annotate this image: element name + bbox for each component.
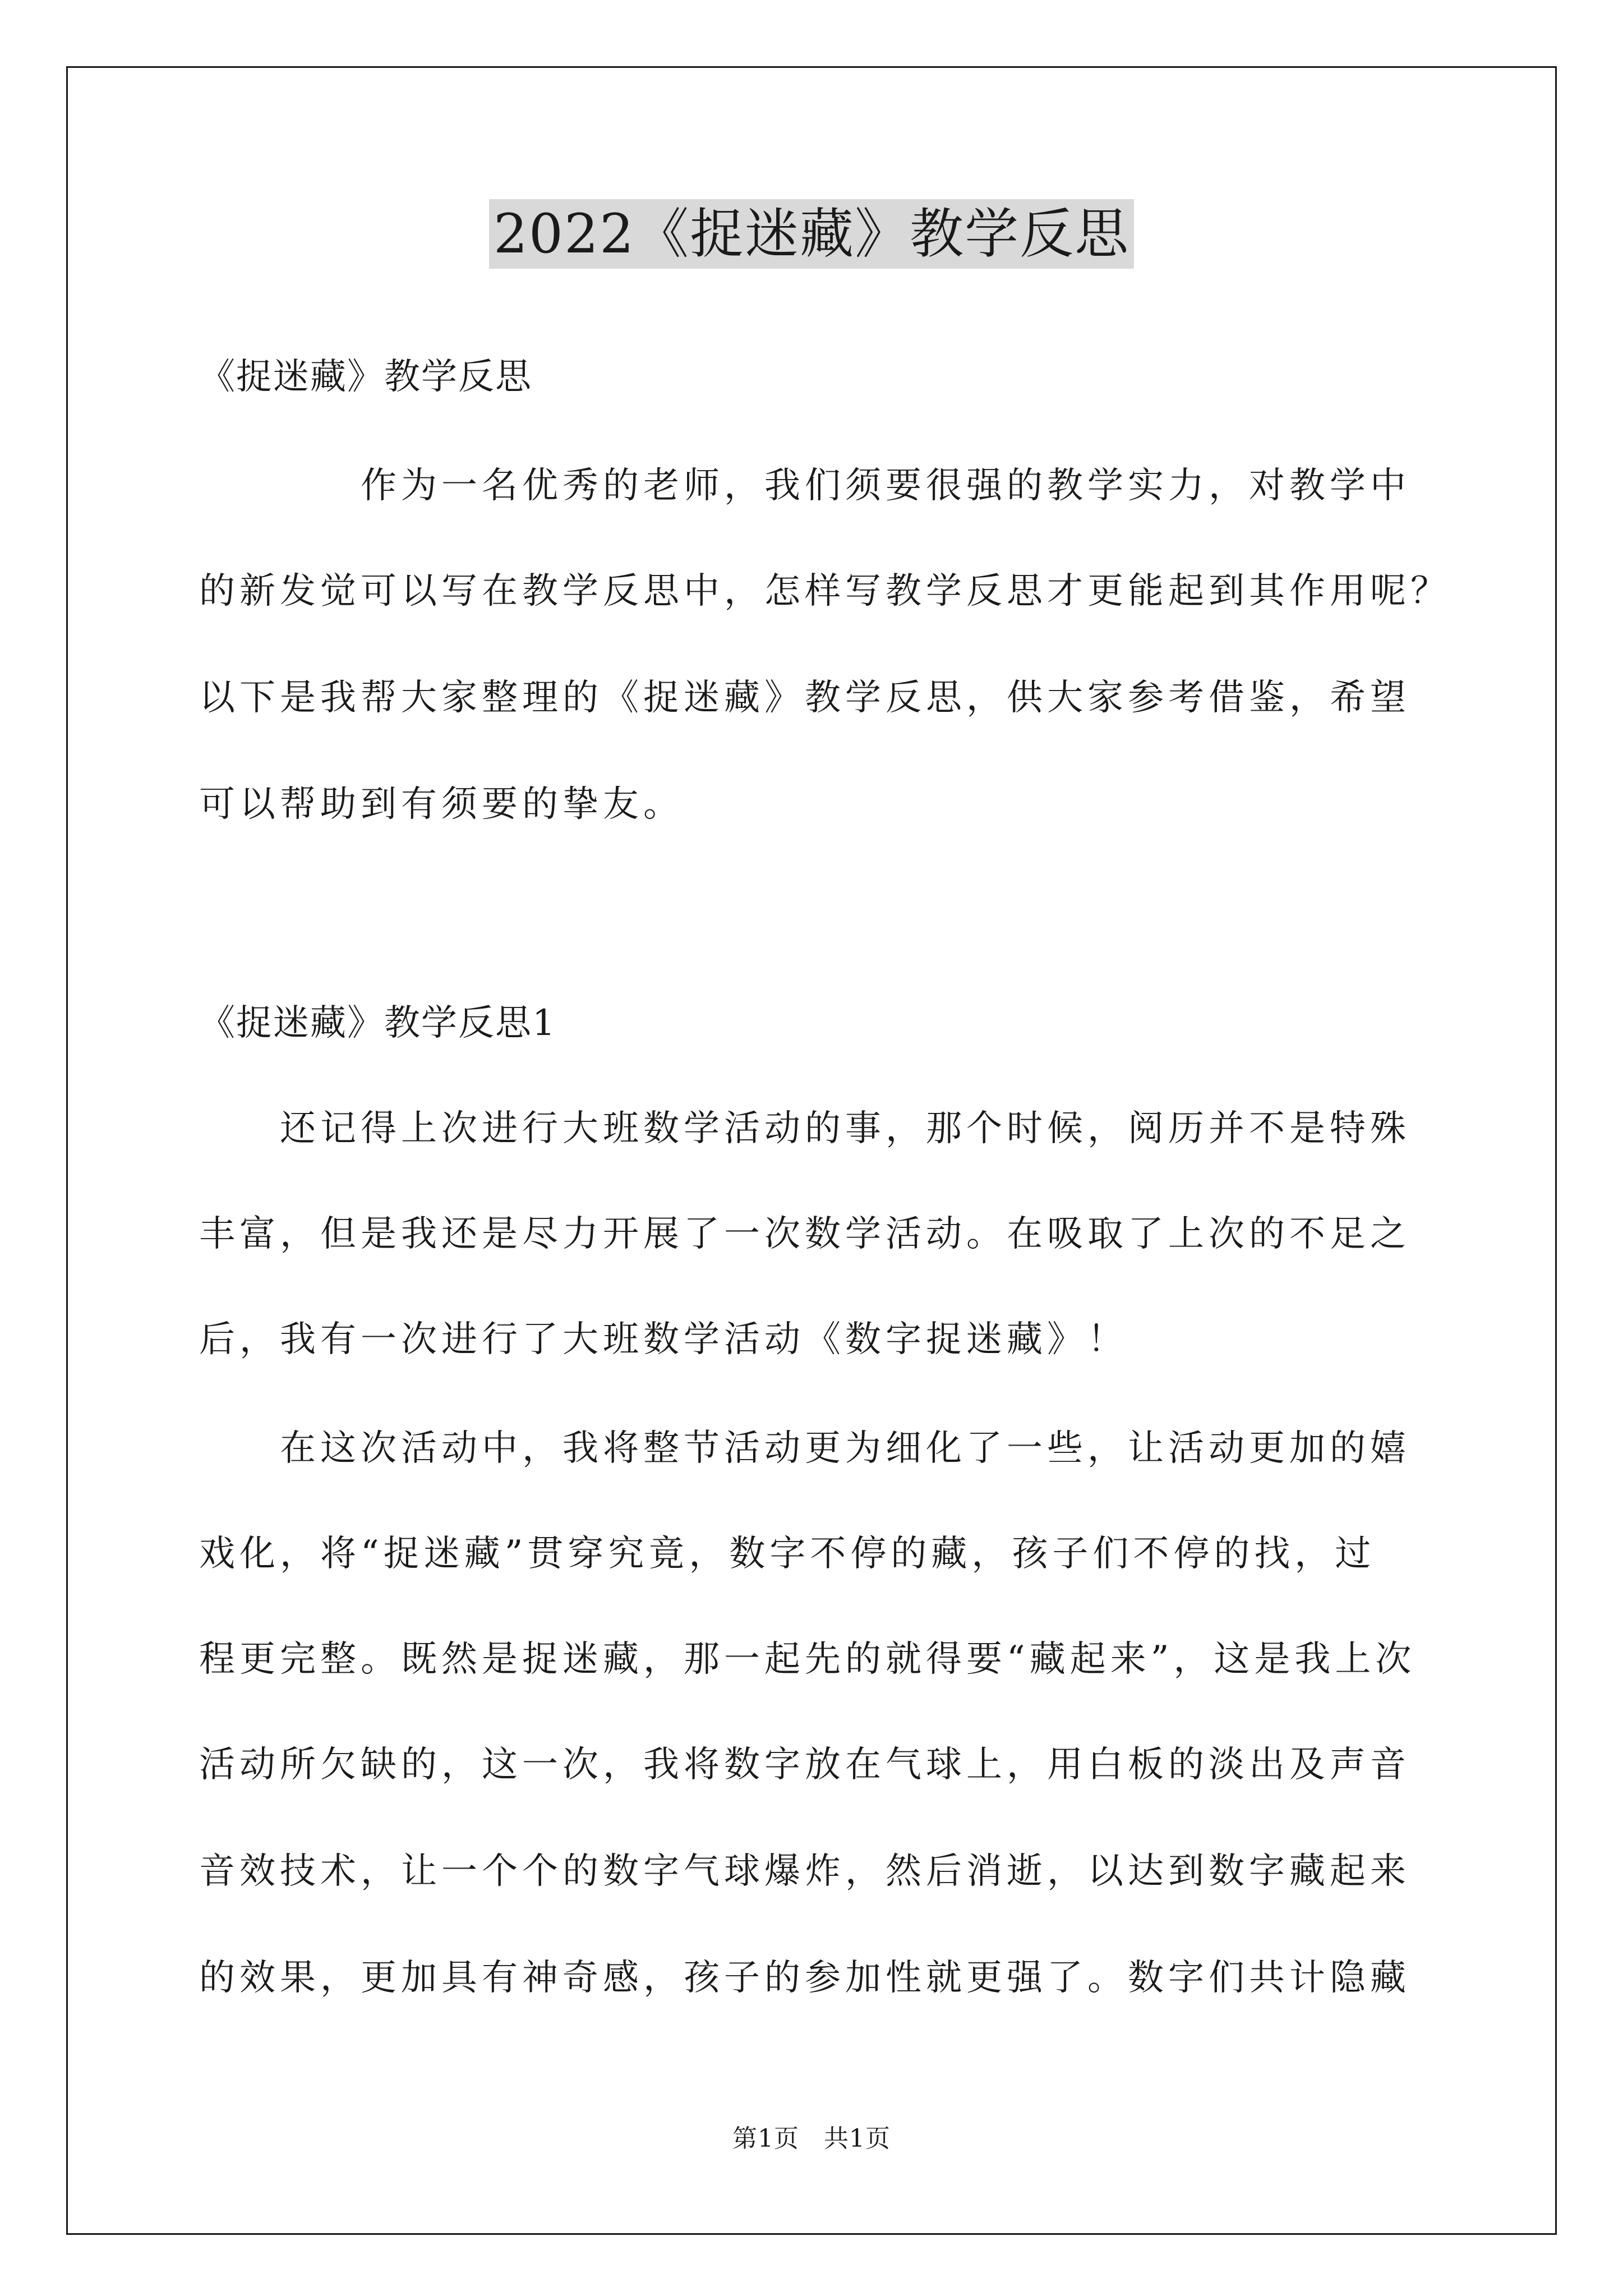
document-title-block (0, 197, 1623, 270)
section-heading: 《捉迷藏》教学反思1 (199, 1002, 556, 1044)
paragraph1-line-1: 还记得上次进行大班数学活动的事，那个时候，阅历并不是特殊 (199, 1108, 1410, 1149)
paragraph1-line-3: 后，我有一次进行了大班数学活动《数字捉迷藏》！ (199, 1319, 1128, 1360)
page-number: 第1页 (732, 2124, 799, 2153)
paragraph2-line-2: 戏化，将“捉迷藏”贯穿究竟，数字不停的藏，孩子们不停的找，过 (199, 1533, 1376, 1575)
paragraph2-line-3: 程更完整。既然是捉迷藏，那一起先的就得要“藏起来”，这是我上次 (199, 1639, 1416, 1680)
document-subtitle: 《捉迷藏》教学反思 (199, 356, 532, 398)
paragraph2-line-6: 的效果，更加具有神奇感，孩子的参加性就更强了。数字们共计隐藏 (199, 1957, 1410, 1999)
paragraph1-line-2: 丰富，但是我还是尽力开展了一次数学活动。在吸取了上次的不足之 (199, 1213, 1410, 1255)
intro-line-2: 的新发觉可以写在教学反思中，怎样写教学反思才更能起到其作用呢？ (199, 570, 1451, 612)
paragraph2-line-4: 活动所欠缺的，这一次，我将数字放在气球上，用白板的淡出及声音 (199, 1744, 1410, 1786)
document-title: 2022《捉迷藏》教学反思 (489, 199, 1134, 269)
page-footer (0, 2123, 1623, 2155)
intro-line-4: 可以帮助到有须要的挚友。 (199, 784, 684, 825)
intro-line-1: 作为一名优秀的老师，我们须要很强的教学实力，对教学中 (199, 465, 1410, 507)
intro-line-3: 以下是我帮大家整理的《捉迷藏》教学反思，供大家参考借鉴，希望 (199, 677, 1410, 719)
page-total: 共1页 (824, 2124, 891, 2153)
paragraph2-line-5: 音效技术，让一个个的数字气球爆炸，然后消逝，以达到数字藏起来 (199, 1851, 1410, 1892)
paragraph2-line-1: 在这次活动中，我将整节活动更为细化了一些，让活动更加的嬉 (199, 1428, 1410, 1469)
